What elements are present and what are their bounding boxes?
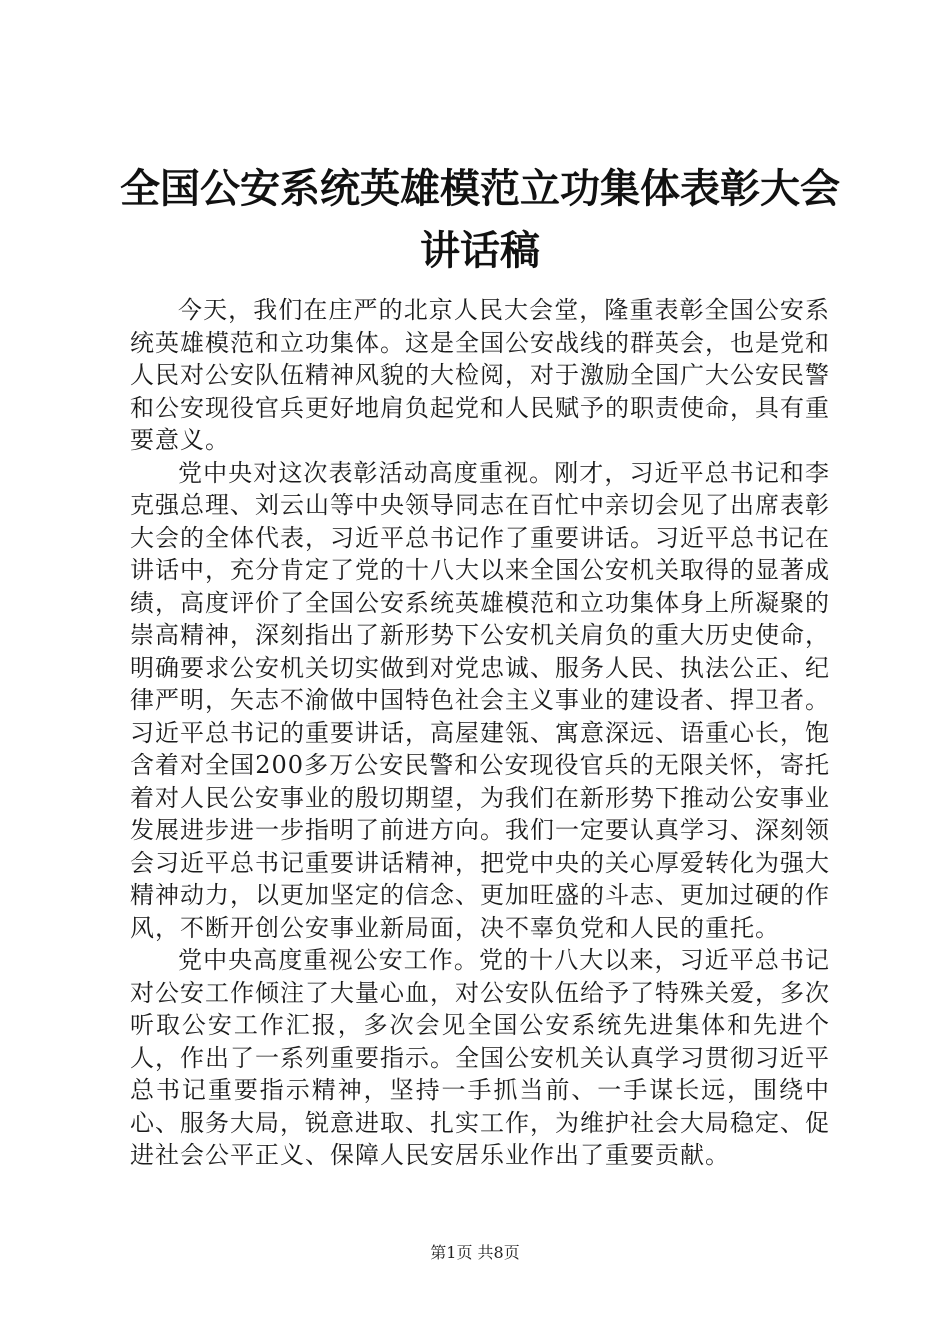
paragraph: 党中央对这次表彰活动高度重视。刚才，习近平总书记和李克强总理、刘云山等中央领导同志在百忙中亲切会见了出席表彰大会的全体代表，习近平总书记作了重要讲话。习近平总书记在讲话中，充分肯定了党的十八大以来全国公安机关取得的显著成绩，高度评价了全国公安系统英雄模范和立功集体身上所凝聚的崇高精神，深刻指出了新形势下公安机关肩负的重大历史使命，明确要求公安机关切实做到对党忠诚、服务人民、执法公正、纪律严明，矢志不渝做中国特色社会主义事业的建设者、捍卫者。习近平总书记的重要讲话，高屋建瓴、寓意深远、语重心长，饱含着对全国200多万公安民警和公安现役官兵的无限关怀，寄托着对人民公安事业的殷切期望，为我们在新形势下推动公安事业发展进步进一步指明了前进方向。我们一定要认真学习、深刻领会习近平总书记重要讲话精神，把党中央的关心厚爱转化为强大精神动力，以更加坚定的信念、更加旺盛的斗志、更加过硬的作风，不断开创公安事业新局面，决不辜负党和人民的重托。: [130, 458, 830, 942]
page-footer: [0, 1243, 950, 1263]
document-body: [130, 294, 830, 1172]
page-number-label: 第1页 共8页: [430, 1243, 520, 1262]
paragraph: 党中央高度重视公安工作。党的十八大以来，习近平总书记对公安工作倾注了大量心血，对公安队伍给予了特殊关爱，多次听取公安工作汇报，多次会见全国公安系统先进集体和先进个人，作出了一系列重要指示。全国公安机关认真学习贯彻习近平总书记重要指示精神，坚持一手抓当前、一手谋长远，围绕中心、服务大局，锐意进取、扎实工作，为维护社会大局稳定、促进社会公平正义、保障人民安居乐业作出了重要贡献。: [130, 946, 830, 1169]
document-title: 全国公安系统英雄模范立功集体表彰大会讲话稿: [120, 165, 840, 274]
paragraph: 今天，我们在庄严的北京人民大会堂，隆重表彰全国公安系统英雄模范和立功集体。这是全国公安战线的群英会，也是党和人民对公安队伍精神风貌的大检阅，对于激励全国广大公安民警和公安现役官兵更好地肩负起党和人民赋予的职责使命，具有重要意义。: [130, 296, 830, 454]
